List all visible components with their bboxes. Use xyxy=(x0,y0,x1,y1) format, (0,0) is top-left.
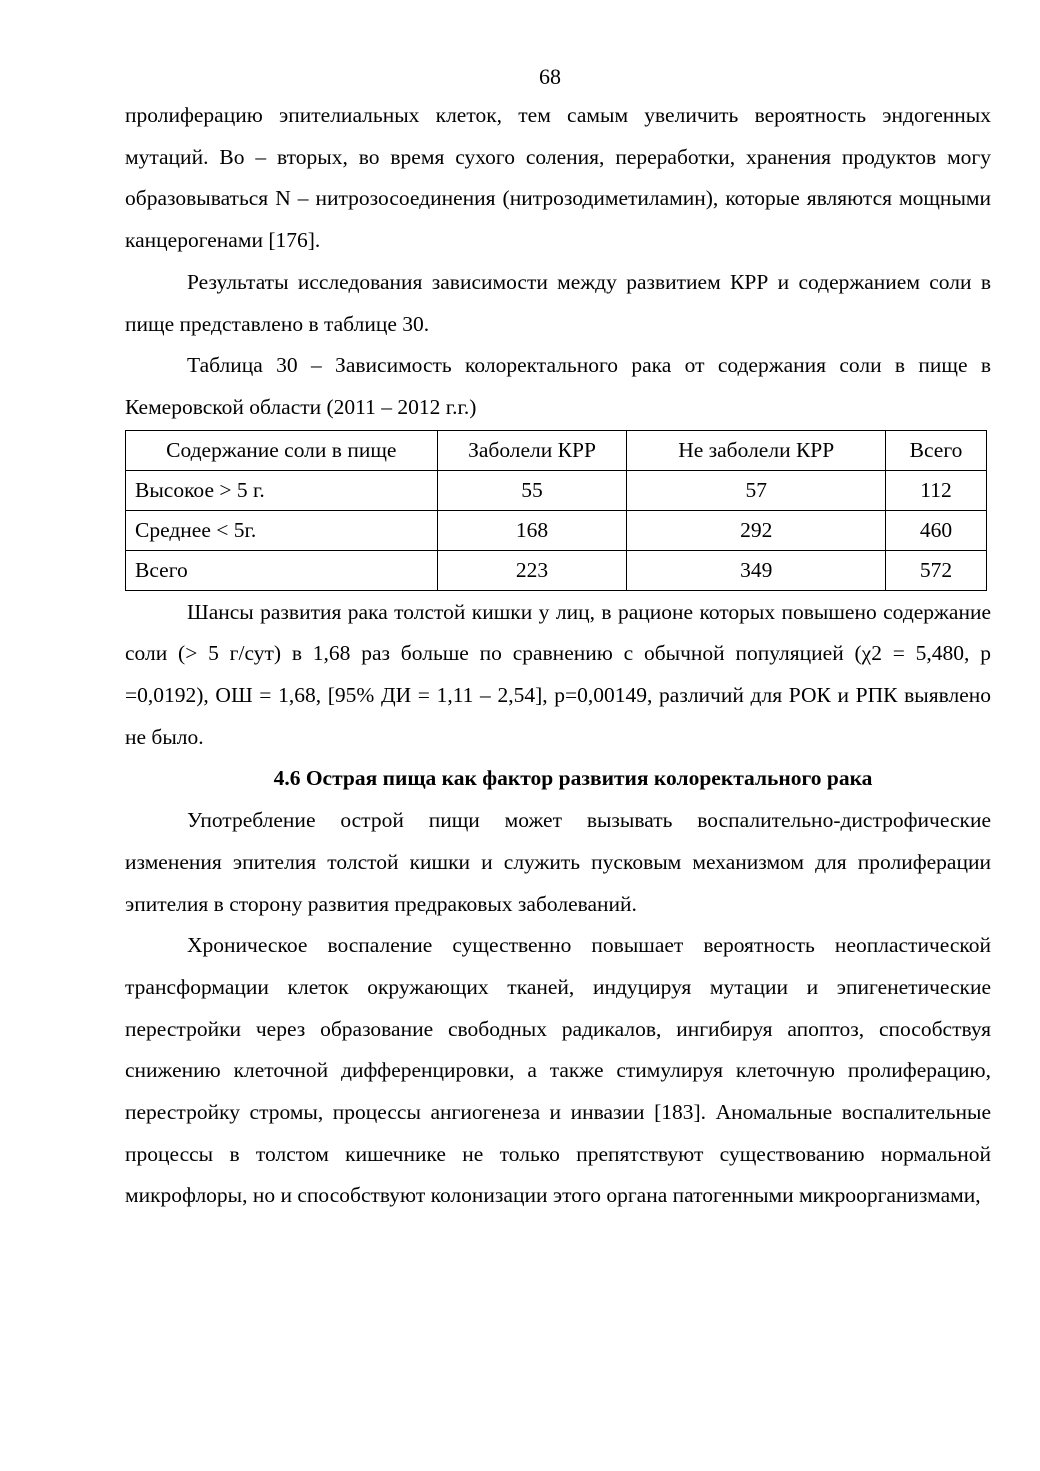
table-cell-category: Всего xyxy=(126,550,438,590)
table-cell-value: 112 xyxy=(886,470,987,510)
paragraph-results-intro: Результаты исследования зависимости между развитием КРР и содержанием соли в пище представлено в таблице 30. xyxy=(125,269,991,336)
paragraph-spicy-food: Употребление острой пищи может вызывать воспалительно-дистрофические изменения эпителия толстой кишки и служить пусковым механизмом для пролиферации эпителия в сторону развития предраковых заболеваний. xyxy=(125,808,991,916)
table-header-cell: Содержание соли в пище xyxy=(126,430,438,470)
table-row xyxy=(126,550,987,590)
paragraph-continued: пролиферацию эпителиальных клеток, тем самым увеличить вероятность эндогенных мутаций. Во – вторых, во время сухого соления, переработки, хранения продуктов могу образовываться N – нитрозосоединения (нитрозодиметиламин), которые являются мощными канцерогенами [176]. xyxy=(125,103,991,253)
salt-content-table xyxy=(125,430,987,591)
table-row xyxy=(126,470,987,510)
table-cell-category: Высокое > 5 г. xyxy=(126,470,438,510)
table-cell-value: 223 xyxy=(437,550,627,590)
table-cell-category: Среднее < 5г. xyxy=(126,510,438,550)
table-header-cell: Не заболели КРР xyxy=(627,430,886,470)
table-header-cell: Заболели КРР xyxy=(437,430,627,470)
table-header-cell: Всего xyxy=(886,430,987,470)
page-number: 68 xyxy=(539,64,561,89)
table-cell-value: 57 xyxy=(627,470,886,510)
table-cell-value: 55 xyxy=(437,470,627,510)
table-caption: Таблица 30 – Зависимость колоректального рака от содержания соли в пище в Кемеровской области (2011 – 2012 г.г.) xyxy=(125,353,991,419)
paragraph-odds-result: Шансы развития рака толстой кишки у лиц, в рационе которых повышено содержание соли (> 5 г/сут) в 1,68 раз больше по сравнению с обычной популяцией (χ2 = 5,480, p =0,0192), ОШ = 1,68, [95% ДИ = 1,11 – 2,54], p=0,00149, различий для РОК и РПК выявлено не было. xyxy=(125,599,991,749)
table-row xyxy=(126,510,987,550)
section-heading: 4.6 Острая пища как фактор развития колоректального рака xyxy=(273,766,873,791)
table-cell-value: 349 xyxy=(627,550,886,590)
table-header-row xyxy=(126,430,987,470)
paragraph-chronic-inflammation: Хроническое воспаление существенно повышает вероятность неопластической трансформации клеток окружающих тканей, индуцируя мутации и эпигенетические перестройки через образование свободных радикалов, ингибируя апоптоз, способствуя снижению клеточной дифференцировки, а также стимулируя клеточную пролиферацию, перестройку стромы, процессы ангиогенеза и инвазии [183]. Аномальные воспалительные процессы в толстом кишечнике не только препятствуют существованию нормальной микрофлоры, но и способствуют колонизации этого органа патогенными микроорганизмами, xyxy=(125,933,991,1208)
page-content xyxy=(125,95,991,1217)
table-cell-value: 460 xyxy=(886,510,987,550)
table-cell-value: 168 xyxy=(437,510,627,550)
table-cell-value: 292 xyxy=(627,510,886,550)
table-cell-value: 572 xyxy=(886,550,987,590)
